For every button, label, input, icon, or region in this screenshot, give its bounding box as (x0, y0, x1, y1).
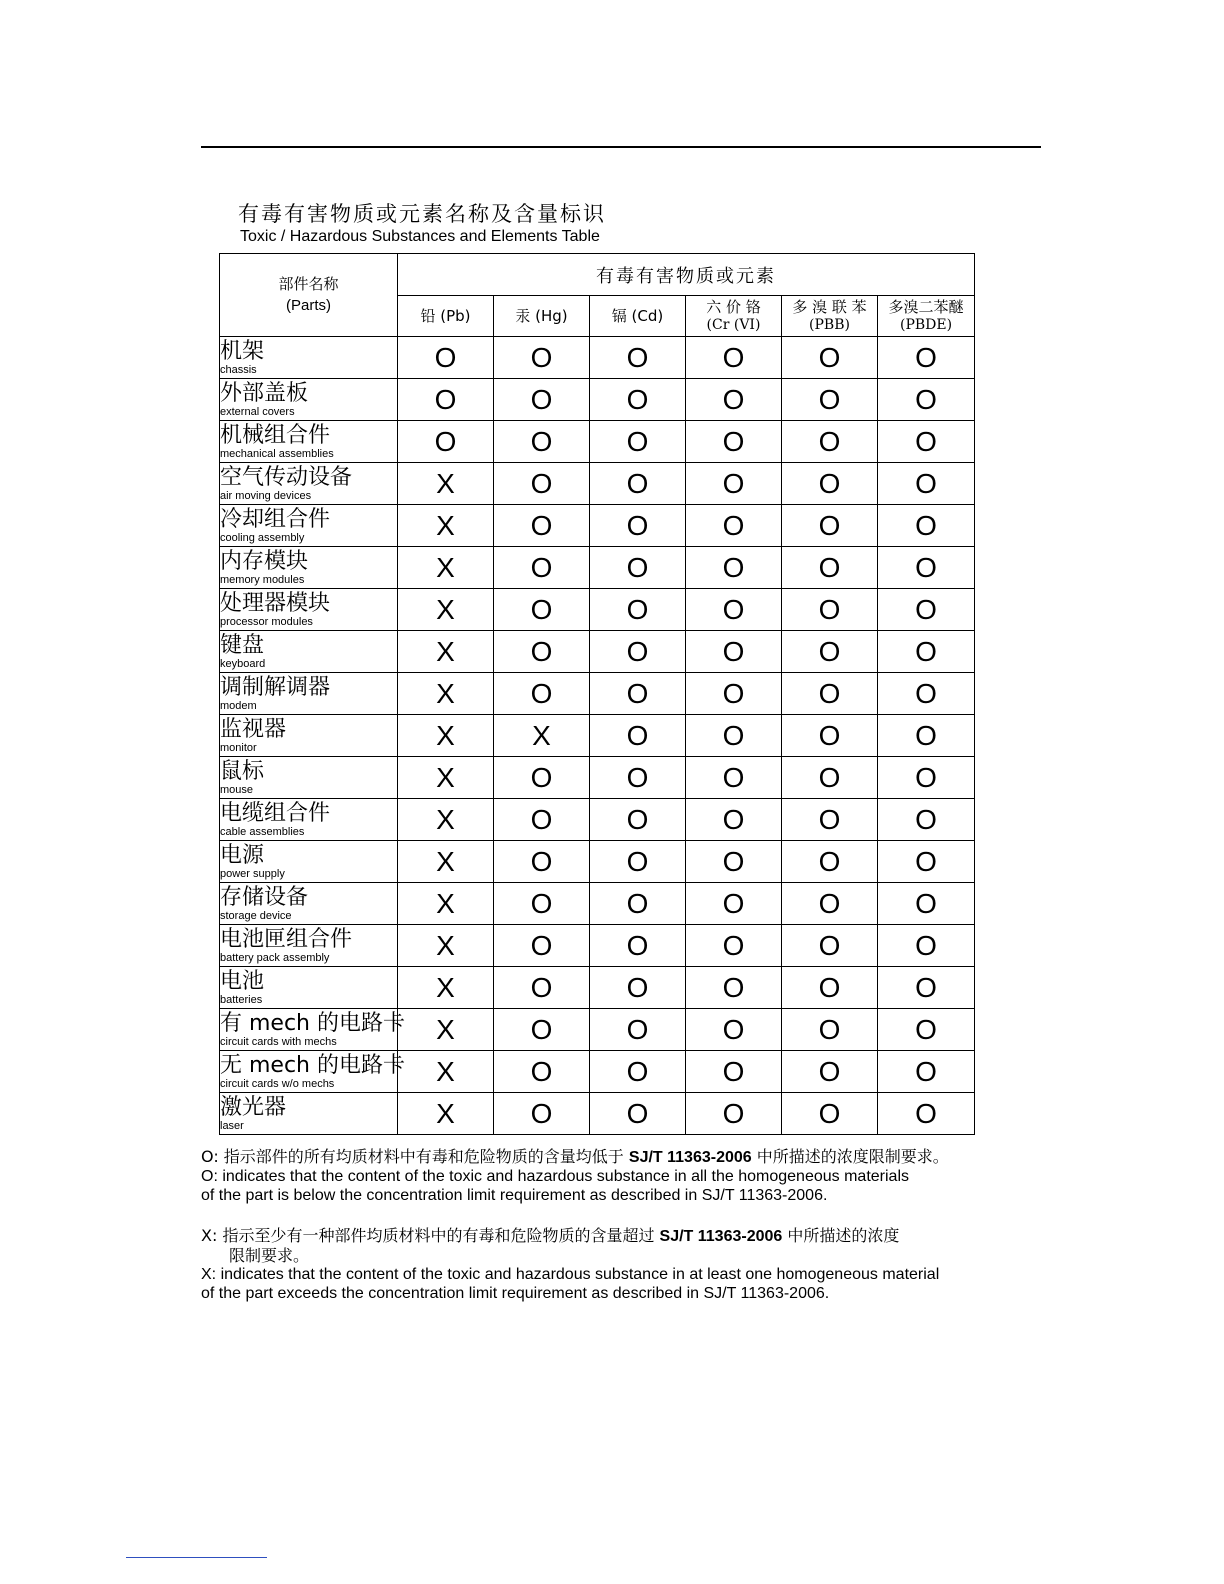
part-name-cn: 键盘 (220, 633, 265, 658)
substance-mark-cell: O (590, 925, 686, 967)
part-name-cell (220, 505, 398, 547)
substance-mark-cell: X (398, 463, 494, 505)
substance-mark-cell: O (782, 463, 878, 505)
substance-mark-cell: O (494, 967, 590, 1009)
substance-mark-cell: O (590, 547, 686, 589)
substance-mark-cell: O (878, 1093, 975, 1135)
substance-mark-cell: X (398, 1009, 494, 1051)
part-name-cn: 调制解调器 (220, 675, 331, 700)
x-note-en-line2: of the part exceeds the concentration limit requirement as described in SJ/T 11363-2006. (201, 1285, 830, 1302)
substance-mark-cell: O (494, 547, 590, 589)
substance-mark-cell: O (782, 421, 878, 463)
substance-mark-cell: O (782, 1009, 878, 1051)
part-name-cn: 机架 (220, 339, 265, 364)
substance-mark-cell: X (398, 883, 494, 925)
substance-mark-cell: O (590, 799, 686, 841)
part-name-cn: 冷却组合件 (220, 507, 331, 532)
substance-mark-cell: O (494, 589, 590, 631)
substance-mark-cell: O (782, 841, 878, 883)
substance-mark-cell: O (782, 547, 878, 589)
substance-mark-cell: O (494, 1009, 590, 1051)
substance-mark-cell: X (398, 547, 494, 589)
part-name-en: mechanical assemblies (220, 448, 334, 460)
substance-mark-cell: O (878, 841, 975, 883)
x-note-cn-suffix: 中所描述的浓度 (782, 1226, 900, 1245)
o-note-cn (201, 1147, 1061, 1167)
substance-mark-cell: O (878, 631, 975, 673)
part-name-cn: 鼠标 (220, 759, 265, 784)
x-note-cn (201, 1226, 1061, 1246)
substance-mark-cell: O (782, 589, 878, 631)
part-name-cell (220, 547, 398, 589)
substance-mark-cell: O (878, 421, 975, 463)
table-title-en: Toxic / Hazardous Substances and Elements Table (240, 228, 600, 245)
part-name-cell (220, 883, 398, 925)
part-name-cell (220, 463, 398, 505)
part-name-cn: 电缆组合件 (220, 801, 331, 826)
table-row (220, 1009, 975, 1051)
substance-mark-cell: X (398, 631, 494, 673)
x-note-en-line1: X: indicates that the content of the toxic and hazardous substance in at least one homogeneous material (201, 1266, 940, 1283)
substance-mark-cell: O (686, 715, 782, 757)
substance-mark-cell: X (398, 799, 494, 841)
part-name-en: air moving devices (220, 490, 312, 502)
substance-mark-cell: O (782, 631, 878, 673)
table-row (220, 841, 975, 883)
table-row (220, 589, 975, 631)
substance-mark-cell: X (398, 1093, 494, 1135)
part-name-cell (220, 421, 398, 463)
substance-mark-cell: O (686, 1093, 782, 1135)
substance-mark-cell: O (686, 841, 782, 883)
part-name-cn: 电源 (220, 843, 265, 868)
substance-mark-cell: O (782, 757, 878, 799)
substance-mark-cell: O (782, 337, 878, 379)
substance-mark-cell: O (494, 463, 590, 505)
part-name-cell (220, 1093, 398, 1135)
substance-mark-cell: O (590, 463, 686, 505)
x-note-cn-line2: 限制要求。 (229, 1246, 310, 1265)
substance-name-cn: 六 价 铬 (706, 298, 761, 316)
part-name-cell (220, 379, 398, 421)
part-name-cell (220, 673, 398, 715)
substance-mark-cell: O (590, 757, 686, 799)
table-row (220, 757, 975, 799)
part-name-cn: 无 mech 的电路卡 (220, 1053, 405, 1078)
substance-mark-cell: O (686, 883, 782, 925)
parts-header-en: (Parts) (286, 297, 331, 314)
hazardous-substances-table (219, 253, 975, 1135)
part-name-en: laser (220, 1120, 244, 1132)
substance-mark-cell: X (398, 841, 494, 883)
table-row (220, 547, 975, 589)
substance-mark-cell: O (494, 799, 590, 841)
x-note-standard: SJ/T 11363-2006 (659, 1228, 783, 1245)
substance-mark-cell: O (686, 379, 782, 421)
table-row (220, 337, 975, 379)
substance-mark-cell: O (590, 967, 686, 1009)
part-name-cn: 空气传动设备 (220, 465, 353, 490)
table-row (220, 925, 975, 967)
x-note-cn-text: X: 指示至少有一种部件均质材料中的有毒和危险物质的含量超过 (201, 1226, 660, 1245)
substance-mark-cell: O (494, 421, 590, 463)
table-title-cn: 有毒有害物质或元素名称及含量标识 (238, 202, 606, 226)
part-name-cn: 监视器 (220, 717, 287, 742)
part-name-cn: 有 mech 的电路卡 (220, 1011, 405, 1036)
substance-mark-cell: O (494, 925, 590, 967)
substances-group-header: 有毒有害物质或元素 (398, 254, 975, 296)
substance-column-header (878, 296, 975, 337)
substance-mark-cell: X (398, 505, 494, 547)
part-name-cell (220, 1051, 405, 1093)
part-name-cell (220, 631, 398, 673)
substance-mark-cell: X (398, 967, 494, 1009)
part-name-cell (220, 799, 398, 841)
part-name-en: external covers (220, 406, 295, 418)
part-name-en: cooling assembly (220, 532, 305, 544)
table-row (220, 883, 975, 925)
substance-mark-cell: O (878, 1009, 975, 1051)
parts-column-header (220, 254, 398, 337)
o-note-cn-text: O: 指示部件的所有均质材料中有毒和危险物质的含量均低于 (201, 1147, 629, 1166)
substance-mark-cell: O (878, 925, 975, 967)
table-row (220, 799, 975, 841)
part-name-cell (220, 841, 398, 883)
part-name-en: monitor (220, 742, 257, 754)
part-name-en: battery pack assembly (220, 952, 330, 964)
part-name-cn: 外部盖板 (220, 381, 309, 406)
table-row (220, 673, 975, 715)
substance-column-header (590, 296, 686, 337)
part-name-en: mouse (220, 784, 254, 796)
part-name-cn: 处理器模块 (220, 591, 331, 616)
substance-name-cn: 汞 (Hg) (515, 307, 568, 325)
substance-mark-cell: O (686, 757, 782, 799)
table-row (220, 379, 975, 421)
part-name-en: cable assemblies (220, 826, 305, 838)
substance-mark-cell: O (590, 421, 686, 463)
substance-mark-cell: O (686, 1051, 782, 1093)
substance-mark-cell: O (686, 1009, 782, 1051)
substance-mark-cell: O (590, 1051, 686, 1093)
substance-mark-cell: O (878, 1051, 975, 1093)
part-name-en: processor modules (220, 616, 313, 628)
substance-mark-cell: O (494, 337, 590, 379)
part-name-cell (220, 1009, 405, 1051)
substance-mark-cell: O (782, 1051, 878, 1093)
substance-mark-cell: O (686, 589, 782, 631)
substance-mark-cell: X (398, 757, 494, 799)
substance-mark-cell: O (686, 925, 782, 967)
substance-mark-cell: O (398, 379, 494, 421)
substance-mark-cell: O (782, 1093, 878, 1135)
part-name-cell (220, 337, 398, 379)
substance-mark-cell: X (398, 1051, 494, 1093)
part-name-en: circuit cards with mechs (220, 1036, 337, 1048)
substance-mark-cell: O (782, 673, 878, 715)
substance-name-cn: 镉 (Cd) (611, 307, 664, 325)
substance-mark-cell: O (878, 757, 975, 799)
table-row (220, 463, 975, 505)
part-name-en: circuit cards w/o mechs (220, 1078, 335, 1090)
substance-mark-cell: O (686, 967, 782, 1009)
substance-mark-cell: O (590, 1009, 686, 1051)
substance-mark-cell: O (590, 631, 686, 673)
table-row (220, 715, 975, 757)
substance-mark-cell: O (782, 925, 878, 967)
substance-column-header (686, 296, 782, 337)
table-row (220, 421, 975, 463)
part-name-cn: 存储设备 (220, 885, 309, 910)
substance-column-header (782, 296, 878, 337)
substance-name-en: (Cr (VI) (706, 317, 761, 333)
table-row (220, 1051, 975, 1093)
table-row (220, 631, 975, 673)
substance-mark-cell: O (590, 337, 686, 379)
substance-mark-cell: O (782, 799, 878, 841)
substance-mark-cell: O (782, 379, 878, 421)
bottom-link-underline (126, 1557, 267, 1558)
substance-mark-cell: O (398, 337, 494, 379)
substance-mark-cell: O (494, 841, 590, 883)
part-name-en: keyboard (220, 658, 266, 670)
substance-mark-cell: O (686, 505, 782, 547)
part-name-en: storage device (220, 910, 292, 922)
substance-mark-cell: O (878, 547, 975, 589)
part-name-cell (220, 715, 398, 757)
table-row (220, 1093, 975, 1135)
part-name-cell (220, 925, 398, 967)
o-note-en-line1: O: indicates that the content of the toxic and hazardous substance in all the homogeneous materials (201, 1168, 909, 1185)
substance-mark-cell: O (878, 589, 975, 631)
substance-mark-cell: O (878, 967, 975, 1009)
substance-mark-cell: O (878, 673, 975, 715)
substance-mark-cell: O (494, 379, 590, 421)
substance-mark-cell: O (878, 337, 975, 379)
substance-mark-cell: O (590, 589, 686, 631)
part-name-en: power supply (220, 868, 285, 880)
substance-mark-cell: O (494, 631, 590, 673)
substance-mark-cell: O (590, 715, 686, 757)
substance-mark-cell: O (590, 1093, 686, 1135)
substance-mark-cell: X (398, 589, 494, 631)
part-name-en: modem (220, 700, 257, 712)
part-name-cn: 电池匣组合件 (220, 927, 353, 952)
substance-mark-cell: O (686, 337, 782, 379)
part-name-cn: 激光器 (220, 1095, 287, 1120)
substance-mark-cell: O (494, 1051, 590, 1093)
substance-mark-cell: O (398, 421, 494, 463)
o-note-en-line2: of the part is below the concentration limit requirement as described in SJ/T 11363-2006. (201, 1187, 828, 1204)
substance-mark-cell: O (782, 715, 878, 757)
parts-header-cn: 部件名称 (278, 275, 339, 293)
substance-mark-cell: O (494, 757, 590, 799)
part-name-cell (220, 589, 398, 631)
substance-mark-cell: O (494, 673, 590, 715)
part-name-cn: 机械组合件 (220, 423, 331, 448)
table-row (220, 505, 975, 547)
substance-mark-cell: O (494, 1093, 590, 1135)
substance-mark-cell: X (398, 715, 494, 757)
o-note-standard: SJ/T 11363-2006 (628, 1149, 752, 1166)
substance-column-header (494, 296, 590, 337)
substance-mark-cell: X (494, 715, 590, 757)
part-name-cell (220, 757, 398, 799)
substance-mark-cell: O (686, 673, 782, 715)
substance-mark-cell: X (398, 925, 494, 967)
substance-mark-cell: O (686, 631, 782, 673)
substance-mark-cell: O (590, 883, 686, 925)
substance-mark-cell: O (590, 505, 686, 547)
part-name-cell (220, 967, 398, 1009)
table-row (220, 967, 975, 1009)
substance-mark-cell: O (782, 967, 878, 1009)
substance-mark-cell: O (878, 463, 975, 505)
substance-mark-cell: O (686, 799, 782, 841)
top-rule (201, 146, 1041, 148)
part-name-en: memory modules (220, 574, 305, 586)
part-name-cn: 内存模块 (220, 549, 309, 574)
substance-mark-cell: O (782, 883, 878, 925)
substance-mark-cell: O (494, 505, 590, 547)
substance-mark-cell: O (878, 379, 975, 421)
substance-mark-cell: O (686, 463, 782, 505)
part-name-cn: 电池 (220, 969, 265, 994)
substance-name-cn: 铅 (Pb) (420, 307, 471, 325)
substance-mark-cell: O (878, 505, 975, 547)
substance-mark-cell: O (878, 715, 975, 757)
part-name-en: chassis (220, 364, 257, 376)
substance-name-en: (PBDE) (899, 317, 953, 333)
substance-mark-cell: O (686, 547, 782, 589)
substance-mark-cell: O (686, 421, 782, 463)
substance-name-cn: 多 溴 联 苯 (792, 298, 867, 316)
substance-mark-cell: X (398, 673, 494, 715)
o-note-cn-suffix: 中所描述的浓度限制要求。 (751, 1147, 949, 1166)
substance-name-cn: 多溴二苯醚 (888, 298, 964, 316)
substance-name-en: (PBB) (809, 317, 850, 333)
substance-mark-cell: O (590, 841, 686, 883)
substance-mark-cell: O (590, 673, 686, 715)
legend-notes (201, 1147, 1061, 1303)
substance-mark-cell: O (590, 379, 686, 421)
substance-mark-cell: O (782, 505, 878, 547)
substance-mark-cell: O (878, 799, 975, 841)
substance-column-header (398, 296, 494, 337)
part-name-en: batteries (220, 994, 263, 1006)
substance-mark-cell: O (878, 883, 975, 925)
substance-mark-cell: O (494, 883, 590, 925)
